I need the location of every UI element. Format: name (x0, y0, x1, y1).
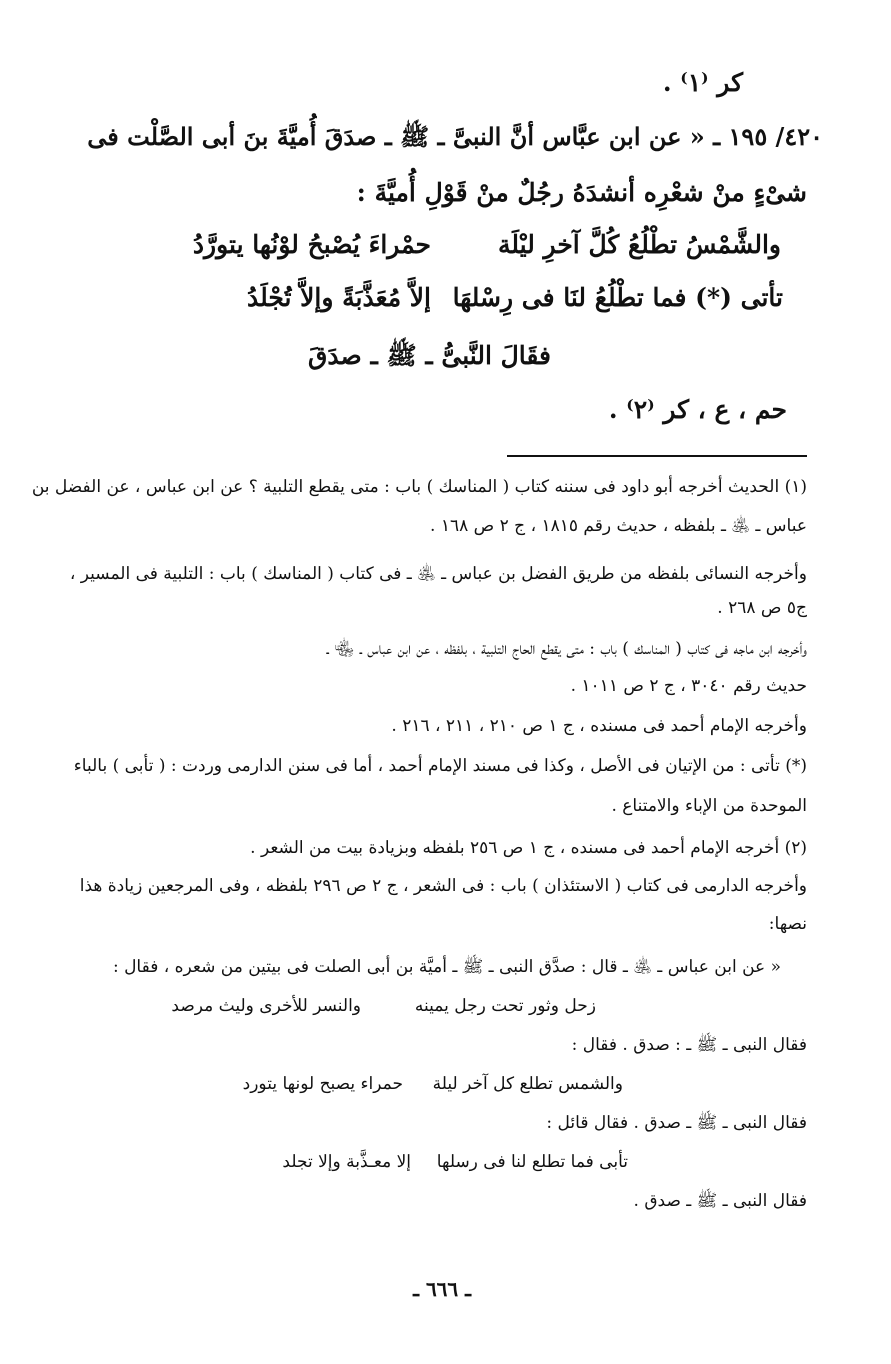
footnote-line: الموحدة من الإباء والامتناع . (611, 796, 807, 816)
footnote-line: وأخرجه ابن ماجه فى كتاب ( المناسك ) باب : متى يقطع الحاج التلبية ، بلفظه ، عن ابن عباس ـ ﵄ ـ (326, 639, 807, 659)
footnote-verse-first: زحل وثور تحت رجل يمينه (414, 996, 596, 1016)
footnote-line: فقال النبى ـ ﷺ ـ صدق . فقال قائل : (546, 1113, 807, 1133)
footnote-line: وأخرجه الإمام أحمد فى مسنده ، ج ١ ص ٢١٠ ، ٢١١ ، ٢١٦ . (391, 716, 807, 736)
footnote-line: وأخرجه النسائى بلفظه من طريق الفضل بن عباس ـ ﵁ ـ فى كتاب ( المناسك ) باب : التلبية فى المسير ، (69, 564, 807, 584)
verse-hemistich-first: والشَّمْسُ تطْلُعُ كُلَّ آخرِ ليْلَة (498, 230, 781, 259)
footnote-line: (*) تأتى : من الإتيان فى الأصل ، وكذا فى مسند الإمام أحمد ، أما فى سنن الدارمى وردت : ( تأبى ) بالباء (73, 756, 807, 776)
verse-hemistich-second: إلاَّ مُعَذَّبَةً وإلاَّ تُجْلَدُ (246, 283, 431, 312)
footnote-verse-first: تأبى فما تطلع لنا فى رسلها (436, 1152, 628, 1172)
footnote-line: نصها: (768, 914, 807, 934)
main-text-line: شىْءٍ منْ شعْرِه أنشدَهُ رجُلٌ منْ قَوْلِ أُميَّةَ : (356, 178, 807, 207)
hadith-opening-line: ٤٢٠/ ١٩٥ ـ « عن ابن عبَّاس أنَّ النبىَّ ـ ﷺ ـ صدَقَ أُميَّةَ بنَ أبى الصَّلْت فى (87, 122, 823, 151)
footnote-line: حديث رقم ٣٠٤٠ ، ج ٢ ص ١٠١١ . (570, 676, 807, 696)
footnote-verse-second: حمراء يصبح لونها يتورد (242, 1074, 403, 1094)
verse-hemistich-first: تأتى (*) فما تطْلُعُ لنَا فى رِسْلهَا (452, 283, 783, 312)
footnote-line: « عن ابن عباس ـ ﵁ ـ قال : صدَّق النبى ـ ﷺ ـ أميَّة بن أبى الصلت فى بيتين من شعره ، فقال : (112, 957, 781, 977)
footnote-line: فقال النبى ـ ﷺ ـ صدق . (633, 1191, 807, 1211)
main-text-line: فقَالَ النَّبىُّ ـ ﷺ ـ صدَقَ (308, 341, 551, 370)
footnote-line: فقال النبى ـ ﷺ ـ : صدق . فقال : (571, 1035, 807, 1055)
footnote-verse-second: إلا معـذَّبة وإلا تجلد (282, 1152, 411, 1172)
footnote-verse-second: والنسر للأخرى وليث مرصد (171, 996, 361, 1016)
footnote-verse-first: والشمس تطلع كل آخر ليلة (432, 1074, 623, 1094)
footnote-line: وأخرجه الدارمى فى كتاب ( الاستئذان ) باب : فى الشعر ، ج ٢ ص ٢٩٦ بلفظه ، وفى المرجعين زيادة هذا (79, 876, 807, 896)
main-text-line: كر ⁽١⁾ . (662, 68, 743, 97)
sources-line: حم ، ع ، كر ⁽٢⁾ . (608, 395, 787, 424)
footnote-separator (507, 455, 807, 457)
verse-hemistich-second: حمْراءَ يُصْبحُ لوْنُها يتورَّدُ (192, 230, 431, 259)
footnote-line: (٢) أخرجه الإمام أحمد فى مسنده ، ج ١ ص ٢٥٦ بلفظه وبزيادة بيت من الشعر . (250, 838, 807, 858)
footnote-line: ج٥ ص ٢٦٨ . (717, 598, 807, 618)
footnote-line: عباس ـ ﵁ ـ بلفظه ، حديث رقم ١٨١٥ ، ج ٢ ص ١٦٨ . (430, 516, 807, 536)
footnote-line: (١) الحديث أخرجه أبو داود فى سننه كتاب ( المناسك ) باب : متى يقطع التلبية ؟ عن ابن عباس ، عن الفضل بن (31, 477, 807, 497)
page-number: ـ ٦٦٦ ـ (413, 1277, 471, 1301)
